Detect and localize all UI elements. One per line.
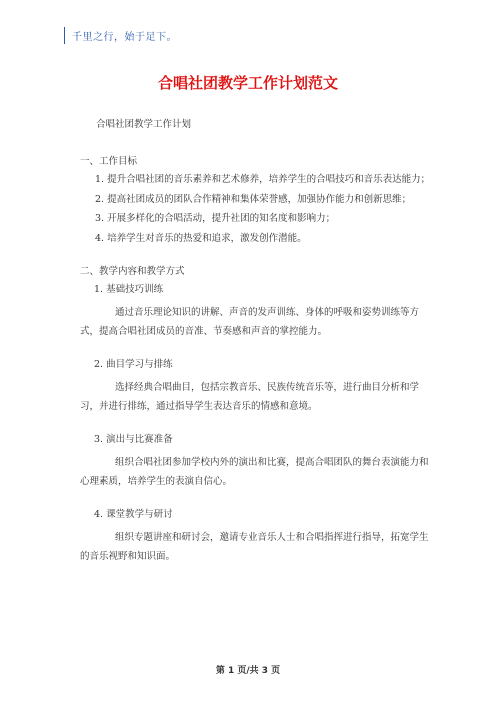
page-number: 第 1 页/共 3 页 [215, 666, 281, 676]
goal-item: 4. 培养学生对音乐的热爱和追求，激发创作潜能。 [95, 232, 307, 244]
plan-subtitle: 合唱社团教学工作计划 [96, 119, 192, 130]
header-motto: 千里之行，始于足下。 [72, 32, 177, 43]
content-item-heading: 4. 课堂教学与研讨 [94, 509, 173, 520]
content-item-body: 通过音乐理论知识的讲解、声音的发声训练、身体的呼吸和姿势训练等方式，提高合唱社团成员的音准、节奏感和声音的掌控能力。 [80, 307, 420, 337]
section-heading-goals: 一、工作目标 [80, 156, 138, 167]
goal-item: 3. 开展多样化的合唱活动，提升社团的知名度和影响力； [95, 213, 336, 224]
content-item-body: 组织专题讲座和研讨会，邀请专业音乐人士和合唱指挥进行指导，拓宽学生的音乐视野和知识面。 [80, 532, 429, 562]
content-item-body: 组织合唱社团参加学校内外的演出和比赛，提高合唱团队的舞台表演能力和心理素质，培养学生的表演自信心。 [80, 457, 429, 487]
section-heading-content: 二、教学内容和教学方式 [80, 266, 185, 277]
document-title: 合唱社团教学工作计划范文 [157, 74, 338, 92]
content-item-heading: 2. 曲目学习与排练 [94, 359, 173, 370]
goal-item: 2. 提高社团成员的团队合作精神和集体荣誉感，加强协作能力和创新思维； [95, 193, 412, 205]
content-item-heading: 3. 演出与比赛准备 [94, 434, 173, 445]
header-rule [64, 27, 65, 44]
content-item-body: 选择经典合唱曲目，包括宗教音乐、民族传统音乐等，进行曲目分析和学习，并进行排练，通过指导学生表达音乐的情感和意境。 [80, 382, 420, 412]
goal-item: 1. 提升合唱社团的音乐素养和艺术修养，培养学生的合唱技巧和音乐表达能力； [95, 174, 431, 185]
goals-list [80, 171, 432, 249]
content-item-heading: 1. 基础技巧训练 [94, 284, 164, 295]
